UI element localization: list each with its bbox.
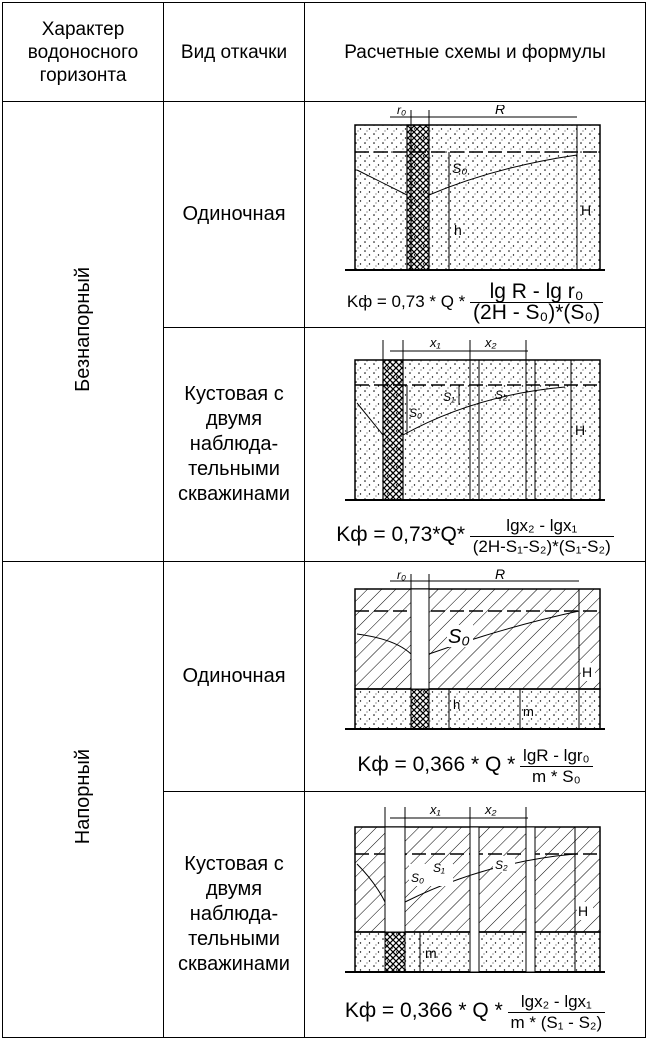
label-r0: r₀ [397, 104, 407, 117]
formula-fraction [470, 282, 603, 323]
label-h: h [453, 697, 461, 712]
formula-lhs: Kф = 0,366 * Q * [357, 752, 516, 776]
formula-table [2, 2, 646, 1038]
group-unconfined [3, 102, 164, 562]
formula-denominator: (2H - S₀)*(S₀) [473, 301, 601, 324]
label-x2: x₂ [485, 334, 497, 350]
pumping-type-text: Кустовая с двумя наблюда-тельными скважинами [178, 853, 290, 975]
label-S0: S₀ [448, 626, 470, 648]
label-S1: S₁ [443, 389, 455, 404]
label-S0: S₀ [452, 159, 468, 176]
label-H: H [581, 201, 592, 218]
scheme-diagram-single-unconfined [345, 105, 605, 280]
scheme-diagram-cluster-confined [345, 802, 605, 977]
formula-numerator: lg R - lg r₀ [470, 282, 603, 303]
scheme-cell [305, 562, 646, 792]
header-row [3, 3, 646, 102]
label-S2: S₂ [495, 387, 508, 402]
group-confined [3, 562, 164, 1038]
label-H: H [575, 421, 586, 438]
label-S0: S₀ [411, 871, 425, 885]
formula-lhs: Kф = 0,73*Q* [336, 522, 466, 546]
formula-numerator: lgR - lgr₀ [520, 746, 593, 767]
formula-fraction [470, 516, 614, 557]
label-S0: S₀ [409, 405, 423, 420]
label-R: R [495, 104, 506, 117]
formula-denominator: m * (S₁ - S₂) [510, 1013, 603, 1032]
scheme-cell [305, 792, 646, 1038]
table-row [3, 102, 646, 328]
pumping-type-cell [164, 328, 305, 562]
scheme-cell [305, 328, 646, 562]
label-x1: x₁ [430, 334, 441, 350]
label-x1: x₁ [430, 802, 441, 817]
header-aquifer-type-text: Характер водоносного горизонта [27, 18, 139, 86]
label-H: H [578, 903, 589, 919]
formula-fraction [508, 992, 606, 1033]
formula [305, 282, 645, 323]
table-row [3, 562, 646, 792]
formula [305, 746, 645, 787]
formula-numerator: lgx₂ - lgx₁ [508, 992, 606, 1013]
formula-numerator: lgx₂ - lgx₁ [470, 516, 614, 537]
group-label: Безнапорный [71, 266, 94, 392]
scheme-cell [305, 102, 646, 328]
formula-fraction [520, 746, 593, 787]
label-S1: S₁ [433, 861, 445, 875]
label-H: H [582, 664, 593, 680]
header-pumping-type: Вид откачки [164, 3, 305, 102]
pumping-type-cell [164, 562, 305, 792]
pumping-type-cell [164, 102, 305, 328]
formula [305, 516, 645, 557]
label-h: h [454, 221, 462, 238]
label-x2: x₂ [485, 802, 497, 817]
header-aquifer-type [3, 3, 164, 102]
pumping-type-text: Одиночная [182, 665, 286, 687]
formula-denominator: (2H-S₁-S₂)*(S₁-S₂) [472, 537, 611, 556]
scheme-diagram-cluster-unconfined [345, 335, 605, 510]
formula-lhs: Kф = 0,366 * Q * [344, 998, 503, 1022]
pumping-type-text: Кустовая с двумя наблюда-тельными скважинами [178, 383, 290, 505]
group-label: Напорный [71, 749, 94, 845]
scheme-diagram-single-confined [345, 569, 605, 734]
label-R: R [495, 569, 506, 582]
pumping-type-cell [164, 792, 305, 1038]
formula-denominator: m * S₀ [532, 767, 581, 786]
pumping-type-text: Одиночная [182, 203, 286, 225]
header-schemes-formulas: Расчетные схемы и формулы [305, 3, 646, 102]
label-m: m [425, 945, 437, 961]
formula [305, 992, 645, 1033]
label-m: m [523, 704, 534, 719]
label-S2: S₂ [495, 858, 508, 872]
label-r0: r₀ [397, 569, 407, 582]
formula-lhs: Kф = 0,73 * Q * [346, 291, 466, 311]
